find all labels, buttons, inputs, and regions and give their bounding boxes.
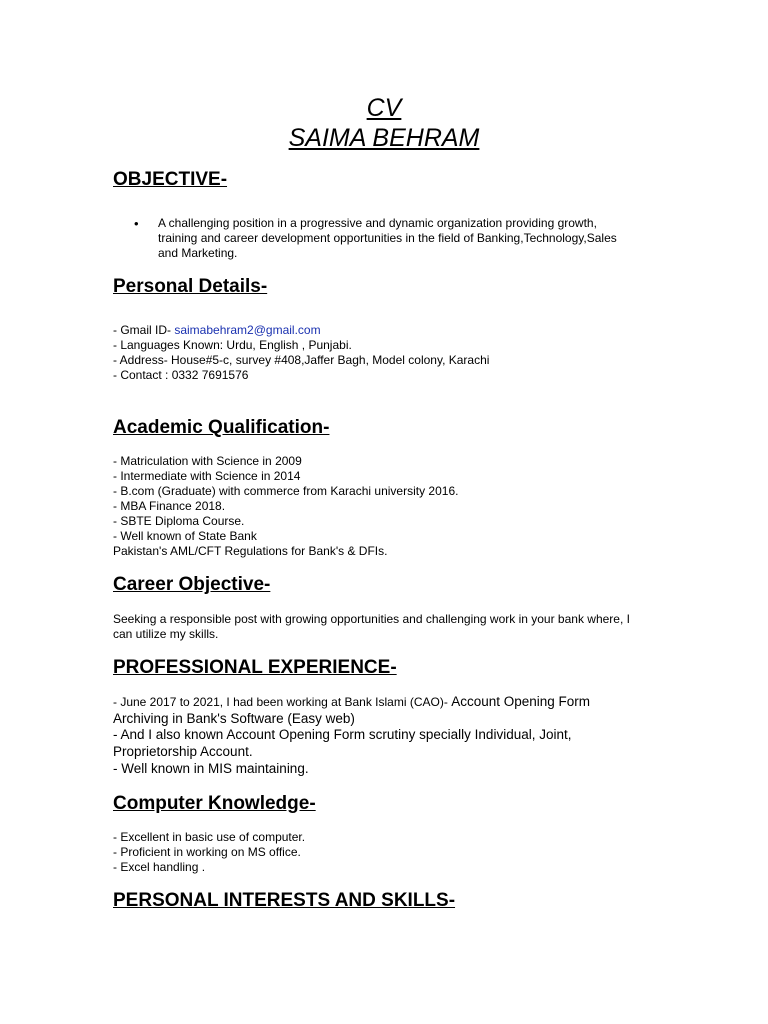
interests-heading: PERSONAL INTERESTS AND SKILLS- xyxy=(113,890,456,911)
document-label: CV xyxy=(366,94,402,122)
address-line: - Address- House#5-c, survey #408,Jaffer Bagh, Model colony, Karachi xyxy=(113,353,490,367)
academic-line-3: - B.com (Graduate) with commerce from Karachi university 2016. xyxy=(113,484,459,498)
academic-line-6: - Well known of State Bank xyxy=(113,529,257,543)
career-objective-heading: Career Objective- xyxy=(113,574,271,595)
computer-knowledge-heading: Computer Knowledge- xyxy=(113,793,316,814)
computer-line-3: - Excel handling . xyxy=(113,860,206,874)
objective-line-3: and Marketing. xyxy=(158,246,238,260)
academic-line-2: - Intermediate with Science in 2014 xyxy=(113,469,301,483)
computer-line-1: - Excellent in basic use of computer. xyxy=(113,830,306,844)
objective-line-1: A challenging position in a progressive and dynamic organization providing growth, xyxy=(158,216,597,230)
experience-line-2: Archiving in Bank's Software (Easy web) xyxy=(113,711,355,726)
gmail-line xyxy=(113,323,321,338)
languages-line: - Languages Known: Urdu, English , Punjabi. xyxy=(113,338,352,352)
experience-line-3: - And I also known Account Opening Form scrutiny specially Individual, Joint, xyxy=(113,727,572,742)
academic-line-5: - SBTE Diploma Course. xyxy=(113,514,245,528)
personal-details-heading: Personal Details- xyxy=(113,276,268,297)
experience-line-1 xyxy=(113,694,655,711)
experience-line-1-end: Account Opening Form xyxy=(451,694,591,709)
candidate-name: SAIMA BEHRAM xyxy=(288,124,480,152)
academic-heading: Academic Qualification- xyxy=(113,417,330,438)
career-line-2: can utilize my skills. xyxy=(113,627,219,641)
contact-line: - Contact : 0332 7691576 xyxy=(113,368,249,382)
email-link[interactable]: saimabehram2@gmail.com xyxy=(174,323,321,337)
experience-line-1-start: - June 2017 to 2021, I had been working at Bank Islami (CAO)- xyxy=(113,695,452,709)
career-line-1: Seeking a responsible post with growing opportunities and challenging work in your bank where, I xyxy=(113,612,630,626)
experience-line-5: - Well known in MIS maintaining. xyxy=(113,761,309,776)
objective-line-2: training and career development opportunities in the field of Banking,Technology,Sales xyxy=(158,231,617,245)
bullet-icon: • xyxy=(134,216,139,231)
objective-heading: OBJECTIVE- xyxy=(113,169,228,190)
academic-line-1: - Matriculation with Science in 2009 xyxy=(113,454,302,468)
gmail-label: - Gmail ID- xyxy=(113,323,175,337)
computer-line-2: - Proficient in working on MS office. xyxy=(113,845,301,859)
academic-line-7: Pakistan's AML/CFT Regulations for Bank's & DFIs. xyxy=(113,544,388,558)
experience-heading: PROFESSIONAL EXPERIENCE- xyxy=(113,657,397,678)
experience-line-4: Proprietorship Account. xyxy=(113,744,253,759)
academic-line-4: - MBA Finance 2018. xyxy=(113,499,226,513)
